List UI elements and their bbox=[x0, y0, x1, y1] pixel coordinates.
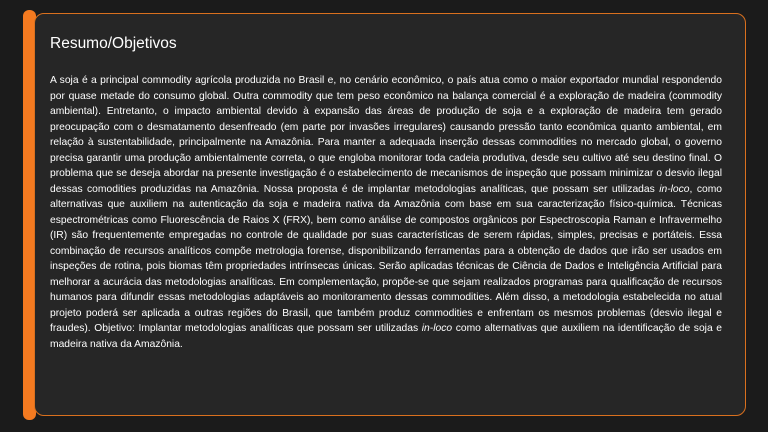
slide-title: Resumo/Objetivos bbox=[50, 35, 177, 52]
abstract-paragraph bbox=[50, 73, 722, 352]
paragraph-segment-3: como alternativas que auxiliem na identificação de soja e madeira nativa da Amazônia. bbox=[50, 323, 723, 350]
paragraph-italic-in-loco-1: in-loco bbox=[659, 183, 690, 195]
paragraph-italic-in-loco-2: in-loco bbox=[421, 323, 453, 334]
paragraph-segment-1: A soja é a principal commodity agrícola produzida no Brasil e, no cenário econômico, o país atua como o maior exportador mundial respondendo por quase metade do consumo global. Outra commodity que tem peso econômico na balança comercial é a exploração de madeira (commodity ambiental). Entretanto, o impacto ambiental devido à expansão das áreas de produção de soja e a exploração de madeira tem gerado preocupação com o desmatamento desenfreado (em parte por invasões irregulares) causando pressão tanto econômica quanto ambiental, em relação à sustentabilidade, principalmente na Amazônia. Para manter a adequada inserção dessas commodities no mercado global, o governo precisa garantir uma produção ambientalmente correta, o que engloba monitorar toda cadeia produtiva, desde seu cultivo até seu destino final. O problema que se deseja abordar na presente investigação é o estabelecimento de mecanismos de inspeção que possam minimizar o desvio ilegal dessas comodities produzidas na Amazônia. Nossa proposta é de implantar metodologias analíticas, que possam ser utilizadas bbox=[50, 75, 722, 195]
paragraph-segment-2: , como alternativas que auxiliem na autenticação da soja e madeira nativa da Amazônia com base em sua caracterização físico-química. Técnicas espectrométricas como Fluorescência de Raios X (FRX), bem como análise de compostos orgânicos por Espectroscopia Raman e Infravermelho (IR) são frequentemente empregadas no controle de qualidade por suas características de serem rápidas, simples, precisas e portáteis. Essa combinação de recursos analíticos compõe metrologia forense, disponibilizando ferramentas para a obtenção de dados que irão ser usados em inspeções de rotina, pois biomas têm propriedades intrínsecas únicas. Serão aplicadas técnicas de Ciência de Dados e Inteligência Artificial para melhorar a acurácia das metodologias analíticas. Em complementação, propõe-se que sejam realizados programas para qualificação de recursos humanos para difundir essas metodologias adaptáveis ao monitoramento dessas commodities. Além disso, a metodologia estabelecida no atual projeto poderá ser aplicada a outras regiões do Brasil, que também produz commodities e enfrentam os mesmos problemas (desvio ilegal e fraudes). Objetivo: Implantar metodologias analíticas que possam ser utilizadas bbox=[50, 183, 722, 334]
